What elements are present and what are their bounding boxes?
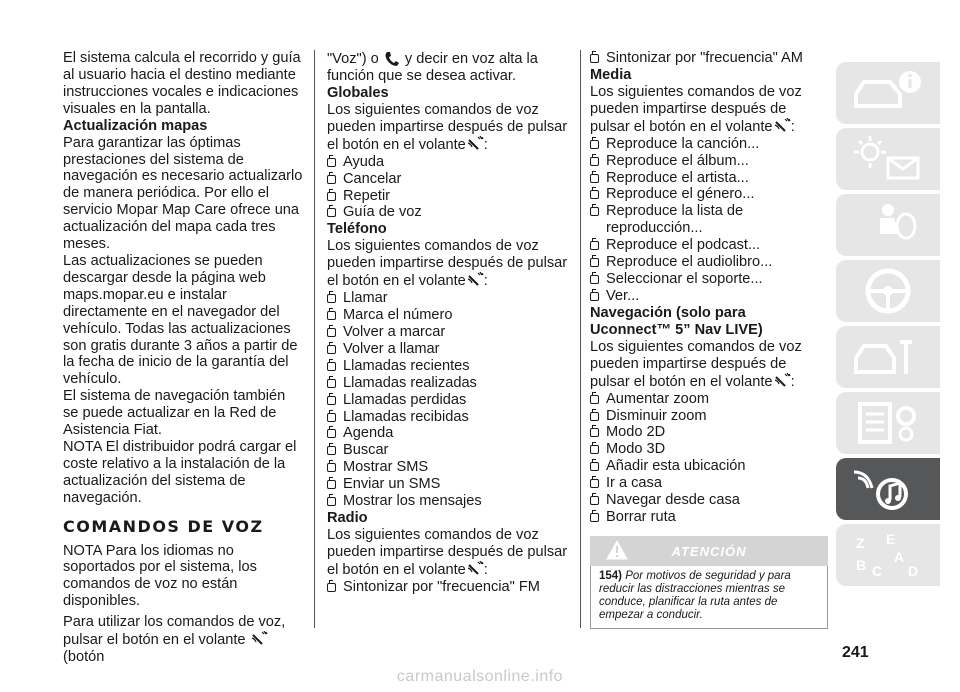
- list-item: Mostrar los mensajes: [327, 493, 572, 510]
- command-icon: [327, 362, 336, 371]
- command-list: [590, 391, 828, 526]
- list-item: Añadir esta ubicación: [590, 458, 828, 475]
- warning-lights-icon: [850, 134, 926, 184]
- list-item: Navegar desde casa: [590, 492, 828, 509]
- list-item: Sintonizar por "frecuencia" AM: [590, 50, 828, 67]
- tab-tech-data[interactable]: [836, 392, 940, 454]
- command-icon: [327, 208, 336, 217]
- command-icon: [590, 207, 599, 216]
- command-icon: [590, 54, 599, 63]
- command-list: [327, 154, 572, 222]
- car-info-icon: [850, 68, 926, 118]
- list-item: Sintonizar por "frecuencia" FM: [327, 579, 572, 596]
- command-icon: [590, 241, 599, 250]
- command-icon: [590, 513, 599, 522]
- section-title-voice-commands: COMANDOS DE VOZ: [63, 516, 264, 536]
- multimedia-icon: [850, 464, 926, 514]
- list-item: Reproduce la lista de reproducción...: [590, 203, 828, 237]
- svg-text:C: C: [872, 563, 883, 579]
- list-item: Aumentar zoom: [590, 391, 828, 408]
- list-item: Ayuda: [327, 154, 572, 171]
- list-item: Reproduce el podcast...: [590, 237, 828, 254]
- list-item: Modo 3D: [590, 441, 828, 458]
- command-icon: [327, 463, 336, 472]
- list-item: Volver a marcar: [327, 324, 572, 341]
- paragraph: El sistema de navegación también se puede actualizar en la Red de Asistencia Fiat.: [63, 388, 286, 439]
- chapter-tabs: [836, 62, 940, 590]
- list-item: Llamadas realizadas: [327, 375, 572, 392]
- intro-text: El sistema calcula el recorrido y guía al usuario hacia el destino mediante instrucciones vocales e indicaciones visuales en la pantalla.: [63, 50, 301, 117]
- command-icon: [590, 190, 599, 199]
- section-title-radio: Radio: [327, 509, 368, 526]
- airbag-seat-icon: [850, 200, 926, 250]
- section-title-telefono: Teléfono: [327, 221, 387, 238]
- svg-text:A: A: [894, 549, 905, 565]
- column-divider: [580, 50, 581, 628]
- command-icon: [590, 140, 599, 149]
- command-icon: [590, 275, 599, 284]
- paragraph: Para garantizar las óptimas prestaciones del sistema de navegación es necesario actualizarlo de manera periódica. Por ello el servicio Mopar Map Care ofrece una actualización del mapa cada tres meses.: [63, 134, 303, 253]
- section-title-navigation: Navegación (solo para Uconnect™ 5” Nav LIVE): [590, 304, 763, 338]
- list-item: Buscar: [327, 442, 572, 459]
- warning-text: 154) Por motivos de seguridad y para reducir las distracciones mientras se conduce, planificar la ruta antes de empezar a conducir.: [590, 566, 828, 629]
- command-icon: [327, 175, 336, 184]
- command-icon: [590, 428, 599, 437]
- paragraph: Los siguientes comandos de voz pueden impartirse después de pulsar el botón en el volante :: [590, 83, 802, 135]
- command-icon: [327, 480, 336, 489]
- warning-box: [590, 536, 828, 629]
- command-list: [327, 579, 572, 596]
- svg-text:Z: Z: [856, 535, 865, 551]
- column-divider: [314, 50, 315, 628]
- command-icon: [327, 345, 336, 354]
- list-item: Cancelar: [327, 171, 572, 188]
- list-item: Repetir: [327, 188, 572, 205]
- voice-button-icon: [773, 373, 791, 391]
- list-item: Seleccionar el soporte...: [590, 271, 828, 288]
- command-icon: [590, 479, 599, 488]
- command-icon: [327, 311, 336, 320]
- command-icon: [327, 294, 336, 303]
- list-item: Reproduce la canción...: [590, 136, 828, 153]
- list-item: Borrar ruta: [590, 509, 828, 526]
- index-icon: [850, 530, 926, 580]
- tab-multimedia[interactable]: [836, 458, 940, 520]
- list-item: Ver...: [590, 288, 828, 305]
- section-title-map-update: Actualización mapas: [63, 117, 208, 134]
- voice-button-icon: [466, 272, 484, 290]
- paragraph: Los siguientes comandos de voz pueden impartirse después de pulsar el botón en el volante :: [327, 526, 568, 578]
- svg-text:E: E: [886, 531, 896, 547]
- tech-data-icon: [850, 398, 926, 448]
- list-item: Ir a casa: [590, 475, 828, 492]
- section-title-media: Media: [590, 66, 632, 83]
- command-icon: [327, 413, 336, 422]
- paragraph: NOTA El distribuidor podrá cargar el coste relativo a la instalación de la actualización del sistema de navegación.: [63, 438, 297, 506]
- voice-button-icon: [773, 118, 791, 136]
- command-icon: [590, 258, 599, 267]
- warning-header: [590, 536, 828, 566]
- tab-safety[interactable]: [836, 194, 940, 256]
- svg-text:D: D: [908, 563, 919, 579]
- command-icon: [590, 395, 599, 404]
- command-list: [327, 290, 572, 510]
- footer-watermark: carmanualsonline.info: [396, 668, 564, 685]
- command-icon: [327, 446, 336, 455]
- command-icon: [327, 497, 336, 506]
- list-item: Agenda: [327, 425, 572, 442]
- voice-button-icon: [466, 136, 484, 154]
- paragraph: Para utilizar los comandos de voz, pulsar el botón en el volante (botón: [63, 614, 286, 666]
- car-service-icon: [850, 332, 926, 382]
- list-item: Marca el número: [327, 307, 572, 324]
- list-item: Mostrar SMS: [327, 459, 572, 476]
- tab-car-info[interactable]: [836, 62, 940, 124]
- list-item: Reproduce el artista...: [590, 170, 828, 187]
- section-title-globales: Globales: [327, 84, 389, 101]
- command-list: [590, 50, 828, 67]
- list-item: Guía de voz: [327, 204, 572, 221]
- command-icon: [590, 462, 599, 471]
- list-item: Reproduce el audiolibro...: [590, 254, 828, 271]
- command-icon: [590, 157, 599, 166]
- column-middle: [327, 50, 572, 596]
- list-item: Enviar un SMS: [327, 476, 572, 493]
- paragraph: Los siguientes comandos de voz pueden impartirse después de pulsar el botón en el volante :: [327, 101, 568, 153]
- command-icon: [590, 496, 599, 505]
- tab-index[interactable]: [836, 524, 940, 586]
- steering-wheel-icon: [850, 266, 926, 316]
- paragraph: "Voz") o y decir en voz alta la función que se desea activar.: [327, 50, 538, 84]
- list-item: Reproduce el género...: [590, 186, 828, 203]
- list-item: Modo 2D: [590, 424, 828, 441]
- command-icon: [590, 412, 599, 421]
- command-icon: [327, 328, 336, 337]
- tab-service[interactable]: [836, 326, 940, 388]
- command-icon: [590, 174, 599, 183]
- svg-text:B: B: [856, 557, 867, 573]
- list-item: Llamadas recientes: [327, 358, 572, 375]
- command-icon: [590, 292, 599, 301]
- paragraph: Los siguientes comandos de voz pueden impartirse después de pulsar el botón en el volante :: [327, 238, 568, 290]
- list-item: Llamar: [327, 290, 572, 307]
- warning-title: ATENCIÓN: [671, 543, 747, 559]
- list-item: Disminuir zoom: [590, 408, 828, 425]
- column-right: [590, 50, 828, 629]
- page-number: 241: [842, 644, 869, 661]
- command-icon: [327, 192, 336, 201]
- command-icon: [327, 158, 336, 167]
- tab-driving[interactable]: [836, 260, 940, 322]
- paragraph: NOTA Para los idiomas no soportados por el sistema, los comandos de voz no están disponibles.: [63, 542, 257, 610]
- command-icon: [327, 379, 336, 388]
- list-item: Llamadas recibidas: [327, 409, 572, 426]
- command-icon: [590, 445, 599, 454]
- command-icon: [327, 396, 336, 405]
- column-left: [63, 50, 303, 666]
- voice-button-icon: [250, 631, 268, 649]
- phone-icon: [383, 50, 401, 68]
- paragraph: Los siguientes comandos de voz pueden impartirse después de pulsar el botón en el volante :: [590, 338, 802, 390]
- command-icon: [327, 583, 336, 592]
- command-icon: [327, 429, 336, 438]
- voice-button-icon: [466, 561, 484, 579]
- command-list: [590, 136, 828, 305]
- tab-warning-lights[interactable]: [836, 128, 940, 190]
- list-item: Llamadas perdidas: [327, 392, 572, 409]
- list-item: Reproduce el álbum...: [590, 153, 828, 170]
- paragraph: Las actualizaciones se pueden descargar desde la página web maps.mopar.eu e instalar directamente en el navegador del vehículo. Todas las actualizaciones son gratis durante 3 años a partir de la fecha de inicio de la garantía del vehículo.: [63, 252, 298, 388]
- list-item: Volver a llamar: [327, 341, 572, 358]
